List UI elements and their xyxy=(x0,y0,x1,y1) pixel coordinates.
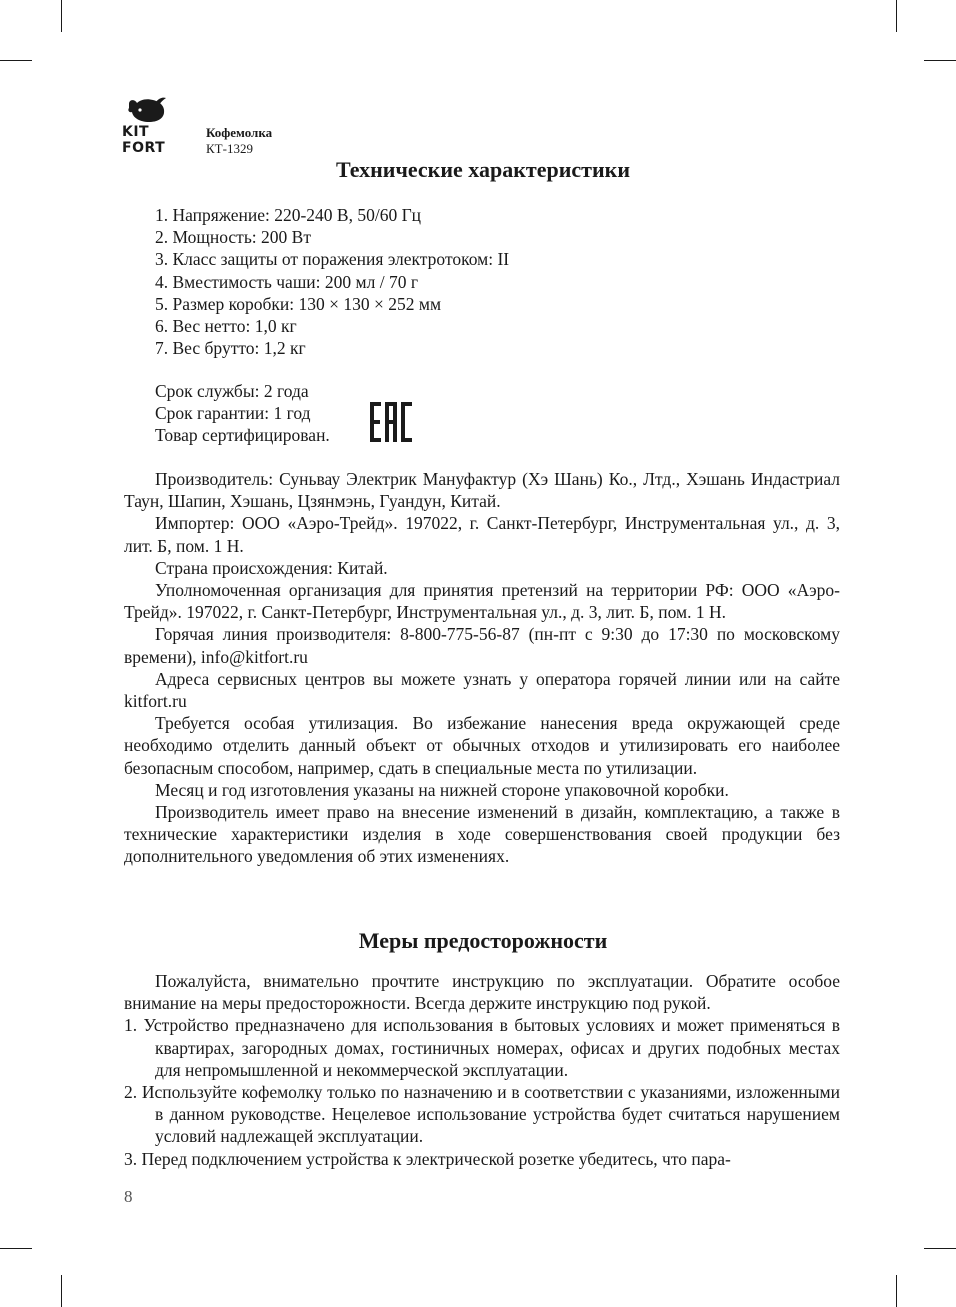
crop-mark xyxy=(0,1248,32,1249)
page-number: 8 xyxy=(124,1187,133,1206)
section-title-precautions: Меры предосторожности xyxy=(358,928,608,953)
paragraph-manufacturer: Производитель: Суньвау Электрик Мануфактур (Хэ Шань) Ко., Лтд., Хэшань Индастриал Таун, Шапин, Хэшань, Цзянмэнь, Гуандун, Китай. xyxy=(124,469,840,512)
precaution-item: 3. Перед подключением устройства к электрической розетке убедитесь, что пара- xyxy=(124,1148,731,1169)
crop-mark xyxy=(61,0,62,32)
precaution-item: 2. Используйте кофемолку только по назначению и в соответствии с указаниями, изложенными в данном руководстве. Нецелевое использование устройства будет считаться нарушением условий надлежащей эксплуатации. xyxy=(124,1082,840,1147)
warranty-period: Срок гарантии: 1 год xyxy=(155,403,311,424)
spec-item: 2. Мощность: 200 Вт xyxy=(155,227,311,248)
brand-line-1: KIT xyxy=(122,124,150,140)
crop-mark xyxy=(0,60,32,61)
page-header xyxy=(122,96,422,158)
precaution-item: 1. Устройство предназначено для использования в бытовых условиях и может применяться в квартирах, загородных домах, гостиничных номерах, офисах и других подобных местах для непромышленной и некоммерческой эксплуатации. xyxy=(124,1015,840,1080)
precautions-intro: Пожалуйста, внимательно прочтите инструкцию по эксплуатации. Обратите особое внимание на меры предосторожности. Всегда держите инструкцию под рукой. xyxy=(124,971,840,1014)
service-life: Срок службы: 2 года xyxy=(155,381,309,401)
spec-list xyxy=(155,204,509,359)
manufacturer-info xyxy=(124,468,840,868)
spec-item: 7. Вес брутто: 1,2 кг xyxy=(155,338,306,359)
crop-mark xyxy=(924,1248,956,1249)
logo-text xyxy=(122,124,165,156)
eac-certification-mark xyxy=(370,402,412,442)
section-title-specs: Технические характеристики xyxy=(335,157,631,182)
product-info xyxy=(206,125,272,157)
paragraph-changes: Производитель имеет право на внесение изменений в дизайн, комплектацию, а также в технические характеристики изделия в ходе совершенствования своей продукции без дополнительного уведомления об этих изменениях. xyxy=(124,802,840,867)
spec-item: 5. Размер коробки: 130 × 130 × 252 мм xyxy=(155,293,442,314)
precautions xyxy=(124,970,840,1170)
paragraph-importer: Импортер: ООО «Аэро-Трейд». 197022, г. Санкт-Петербург, Инструментальная ул., д. 3, лит. Б, пом. 1 Н. xyxy=(124,513,840,556)
crop-mark xyxy=(896,1275,897,1307)
certification-note: Товар сертифицирован. xyxy=(155,425,330,446)
whale-icon xyxy=(126,96,168,124)
model-number: КТ-1329 xyxy=(206,141,253,156)
service-info xyxy=(155,380,330,447)
paragraph-production-date: Месяц и год изготовления указаны на нижней стороне упаковочной коробки. xyxy=(155,779,729,800)
paragraph-service-centers: Адреса сервисных центров вы можете узнать у оператора горячей линии или на сайте kitfort.ru xyxy=(124,668,840,712)
spec-item: 3. Класс защиты от поражения электротоком: II xyxy=(155,249,510,270)
crop-mark xyxy=(61,1275,62,1307)
paragraph-claims: Уполномоченная организация для принятия претензий на территории РФ: ООО «Аэро-Трейд». 197022, г. Санкт-Петербург, Инструментальная ул., д. 3, лит. Б, пом. 1 Н. xyxy=(124,580,840,623)
paragraph-hotline: Горячая линия производителя: 8-800-775-56-87 (пн-пт с 9:30 до 17:30 по московскому времени), info@kitfort.ru xyxy=(124,624,840,667)
spec-item: 6. Вес нетто: 1,0 кг xyxy=(155,316,297,337)
crop-mark xyxy=(896,0,897,32)
product-name: Кофемолка xyxy=(206,125,273,140)
kitfort-logo xyxy=(122,96,192,158)
crop-mark xyxy=(924,60,956,61)
paragraph-disposal: Требуется особая утилизация. Во избежание нанесения вреда окружающей среде необходимо отделить данный объект от обычных отходов и утилизировать его наиболее безопасным способом, например, сдать в специальные места по утилизации. xyxy=(124,713,840,778)
brand-line-2: FORT xyxy=(122,140,166,156)
paragraph-origin: Страна происхождения: Китай. xyxy=(155,557,388,578)
spec-item: 1. Напряжение: 220-240 В, 50/60 Гц xyxy=(155,205,422,225)
spec-item: 4. Вместимость чаши: 200 мл / 70 г xyxy=(155,271,419,292)
